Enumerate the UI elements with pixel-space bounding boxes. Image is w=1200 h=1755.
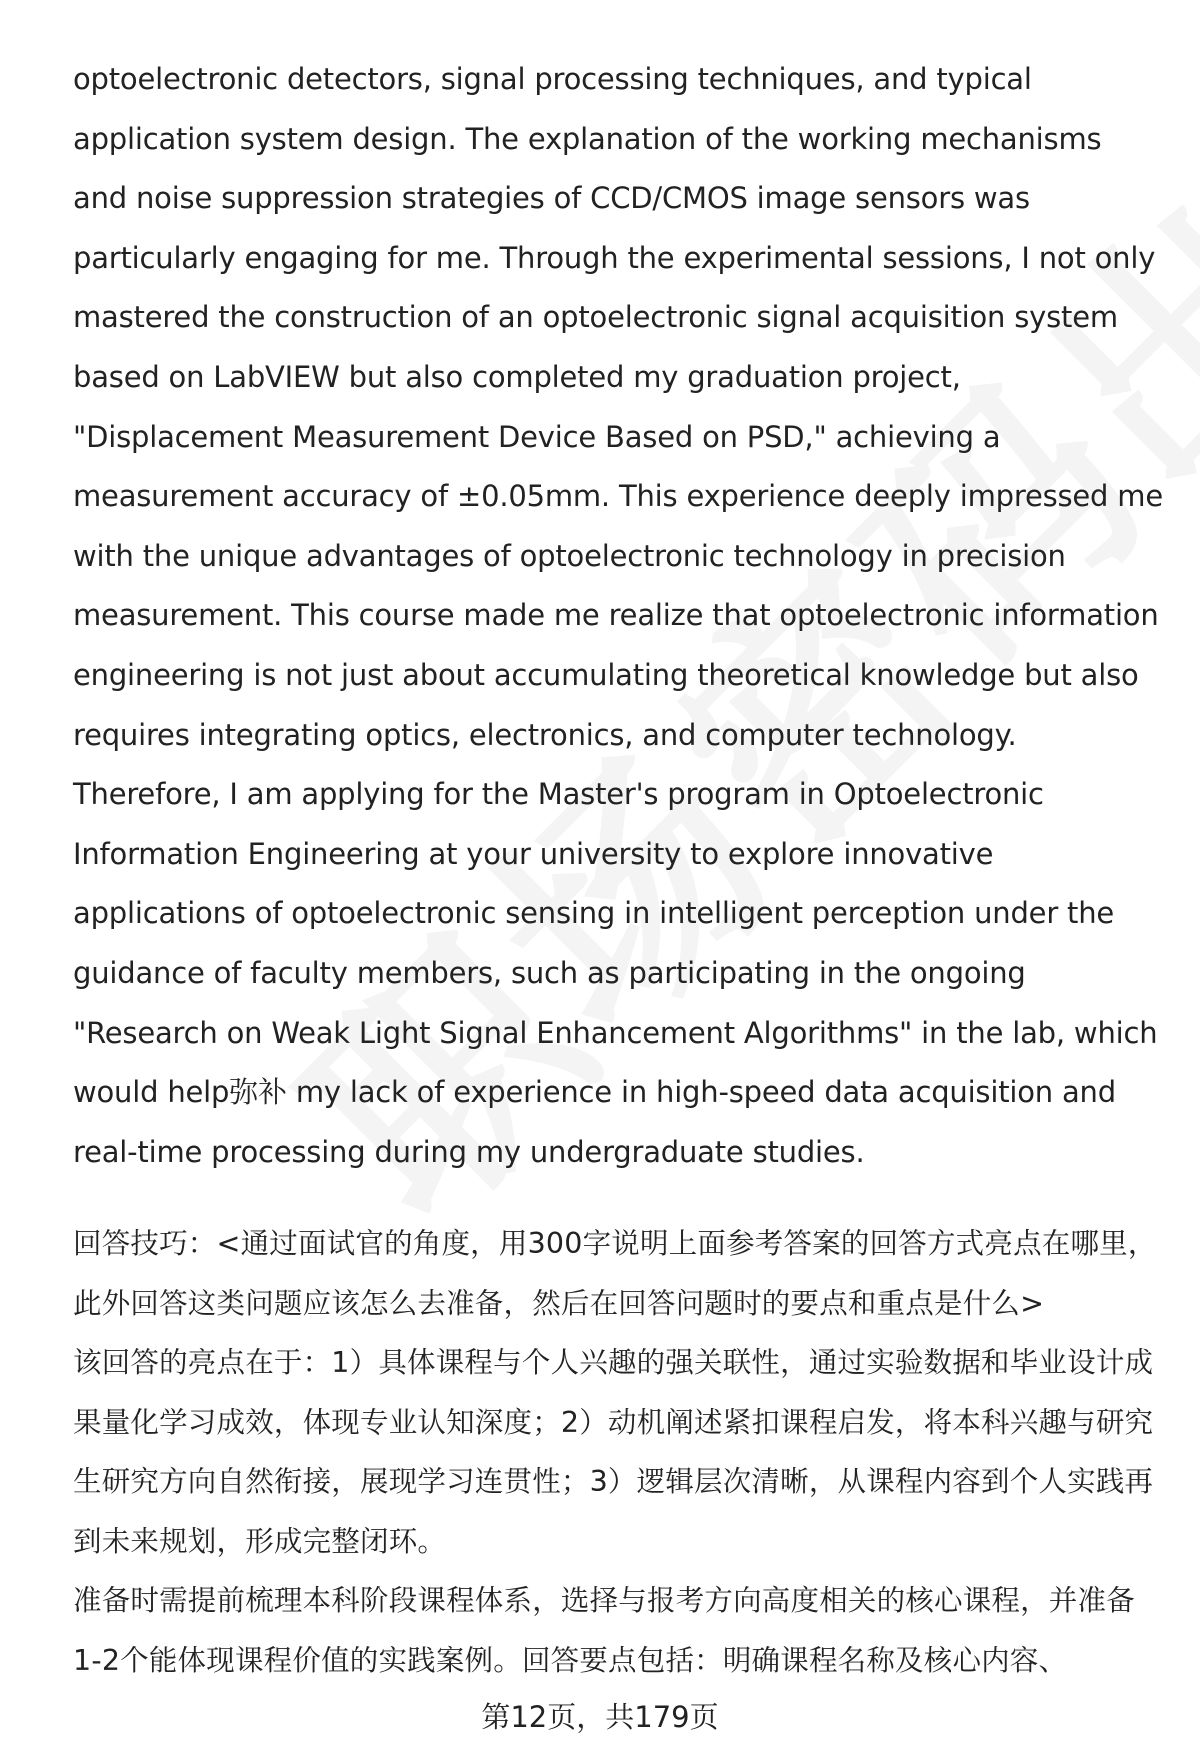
english-answer-paragraph: optoelectronic detectors, signal processing techniques, and typical application system design. The explanation of the working mechanisms and noise suppression strategies of CCD/CMOS image sensors was particularly engaging for me. Through the experimental sessions, I not only mastered the construction of an optoelectronic signal acquisition system based on LabVIEW but also completed my graduation project, "Displacement Measurement Device Based on PSD," achieving a measurement accuracy of ±0.05mm. This experience deeply impressed me with the unique advantages of optoelectronic technology in precision measurement. This course made me realize that optoelectronic information engineering is not just about accumulating theoretical knowledge but also requires integrating optics, electronics, and computer technology. Therefore, I am applying for the Master's program in Optoelectronic Information Engineering at your university to explore innovative applications of optoelectronic sensing in intelligent perception under the guidance of faculty members, such as participating in the ongoing "Research on Weak Light Signal Enhancement Algorithms" in the lab, which would help弥补 my lack of experience in high-speed data acquisition and real-time processing during my undergraduate studies. <box>73 62 1163 1169</box>
preparation-paragraph: 准备时需提前梳理本科阶段课程体系，选择与报考方向高度相关的核心课程，并准备1-2个能体现课程价值的实践案例。回答要点包括：明确课程名称及核心内容、 <box>73 1584 1135 1677</box>
highlights-paragraph: 该回答的亮点在于：1）具体课程与个人兴趣的强关联性，通过实验数据和毕业设计成果量化学习成效，体现专业认知深度；2）动机阐述紧扣课程启发，将本科兴趣与研究生研究方向自然衔接，展现学习连贯性；3）逻辑层次清晰，从课程内容到个人实践再到未来规划，形成完整闭环。 <box>73 1346 1154 1558</box>
answer-tips-section <box>73 1214 1163 1690</box>
tips-intro-paragraph: 回答技巧：<通过面试官的角度，用300字说明上面参考答案的回答方式亮点在哪里，此外回答这类问题应该怎么去准备，然后在回答问题时的要点和重点是什么> <box>73 1227 1157 1320</box>
page-content <box>73 50 1163 1690</box>
page-number-footer: 第12页，共179页 <box>481 1700 719 1734</box>
